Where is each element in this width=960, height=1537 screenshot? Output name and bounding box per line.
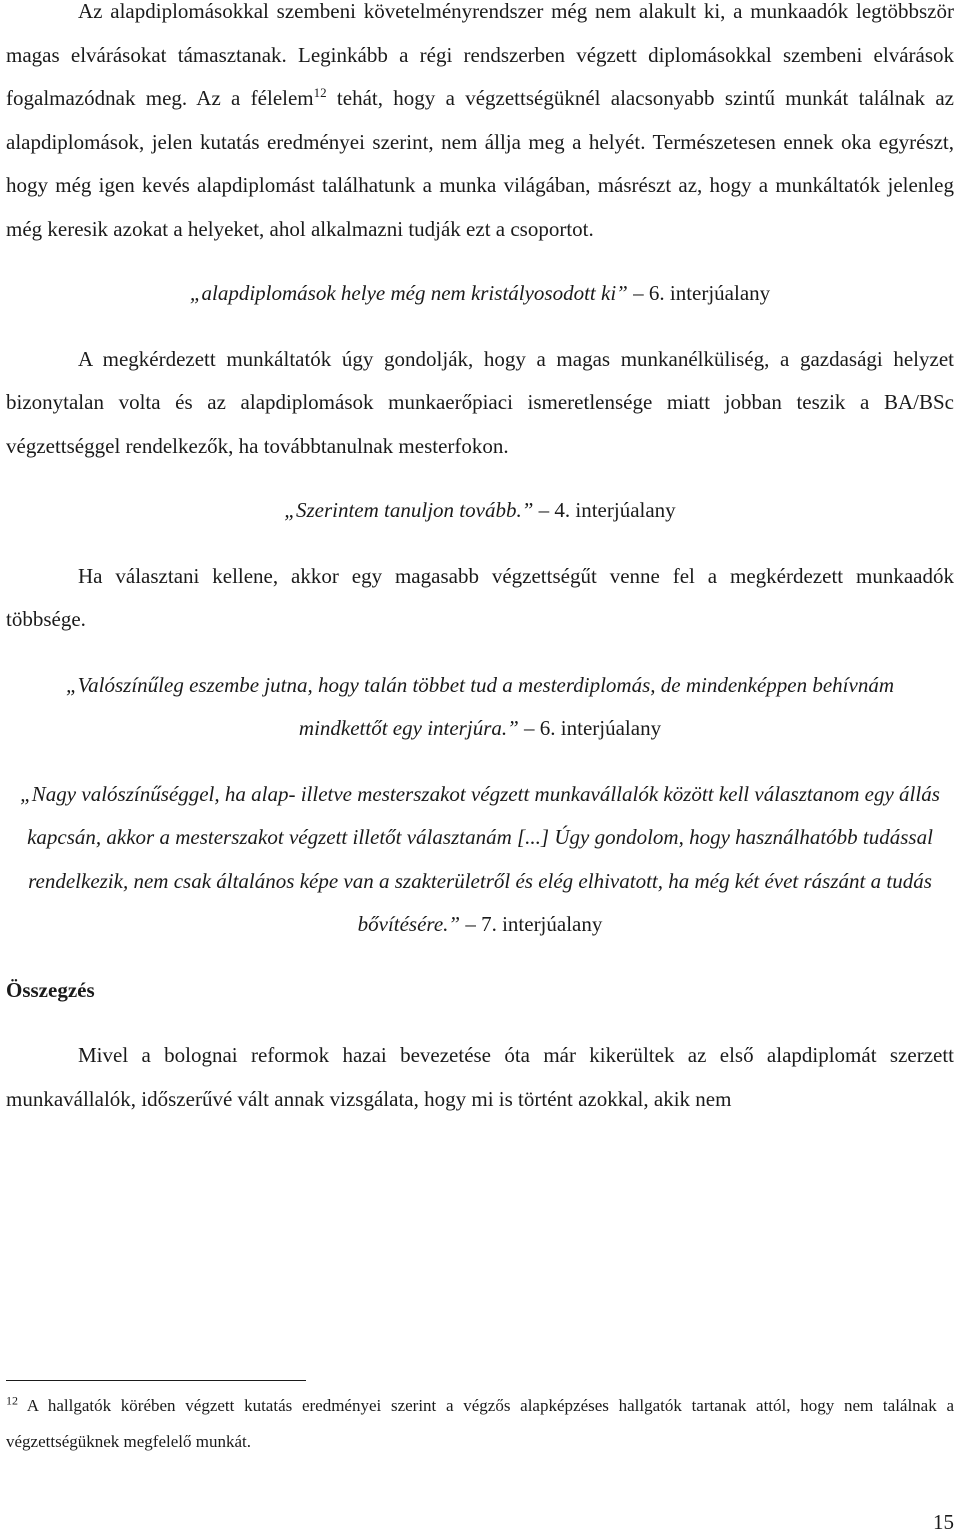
quote-source: – 4. interjúalany [533,498,676,522]
footnote-divider [6,1380,306,1381]
page-number: 15 [933,1510,954,1534]
quote-interviewee-6a [6,272,954,316]
quote-text: „Nagy valószínűséggel, ha alap- illetve mesterszakot végzett munkavállalók között kell választanom egy állás kapcsán, akkor a mesterszakot végzett illetőt választanám [...] Úgy gondolom, hogy használhatóbb tudással rendelkezik, nem csak általános képe van a szakterületről és elég elhivatott, ha még két évet rászánt a tudás bővítésére.” [20,781,940,936]
quote-source: – 6. interjúalany [627,281,771,305]
footnote-number: 12 [6,1393,18,1408]
document-page [6,0,954,1121]
footnote [6,1388,954,1460]
paragraph-summary: Mivel a bolognai reformok hazai bevezetése óta már kikerültek az első alapdiplomát szerzett munkavállalók, időszerűvé vált annak vizsgálata, hogy mi is történt azokkal, akik nem [6,1043,954,1111]
section-heading: Összegzés [6,977,95,1002]
quote-text: „alapdiplomások helye még nem kristályosodott ki” [189,281,628,305]
quote-source: – 6. interjúalany [518,716,662,740]
footnote-text: A hallgatók körében végzett kutatás eredményei szerint a végzős alapképzéses hallgatók tartanak attól, hogy nem találnak a végzettségüknek megfelelő munkát. [6,1396,954,1451]
footnote-reference[interactable]: 12 [313,85,327,100]
quote-source: – 7. interjúalany [460,912,603,936]
quote-interviewee-4 [6,489,954,533]
paragraph-text: tehát, hogy a végzettségüknél alacsonyabb szintű munkát találnak az alapdiplomások, jelen kutatás eredményei szerint, nem állja meg a helyét. Természetesen ennek oka egyrészt, hogy még igen kevés alapdiplomást találhatunk a munka világában, másrészt az, hogy a munkáltatók jelenleg még keresik azokat a helyeket, ahol alkalmazni tudják ezt a csoportot. [6,86,954,241]
paragraph-text: Az alapdiplomásokkal szembeni követelményrendszer még nem alakult ki, a munkaadók legtöbbször magas elvárásokat támasztanak. Leginkább a régi rendszerben végzett diplomásokkal szembeni elvárások fogalmazódnak meg. Az a félelem [6,0,954,110]
quote-text: „Szerintem tanuljon tovább.” [284,498,534,522]
paragraph-requirements [6,0,954,251]
paragraph-employers-opinion: A megkérdezett munkáltatók úgy gondolják, hogy a magas munkanélküliség, a gazdasági helyzet bizonytalan volta és az alapdiplomások munkaerőpiaci ismeretlensége miatt jobban teszik a BA/BSc végzettséggel rendelkezők, ha továbbtanulnak mesterfokon. [6,346,954,458]
quote-interviewee-6b [6,664,954,751]
paragraph-choice: Ha választani kellene, akkor egy magasabb végzettségűt venne fel a megkérdezett munkaadók többsége. [6,563,954,631]
quote-interviewee-7 [6,773,954,947]
quote-text: „Valószínűleg eszembe jutna, hogy talán többet tud a mesterdiplomás, de mindenképpen behívnám mindkettőt egy interjúra.” [65,672,894,740]
